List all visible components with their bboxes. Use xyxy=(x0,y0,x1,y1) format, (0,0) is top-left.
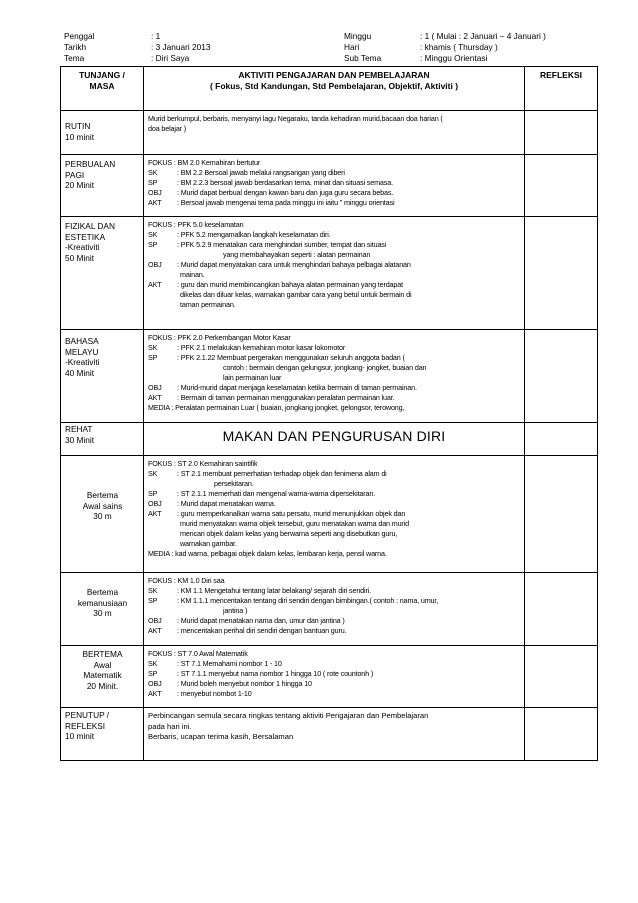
row-content-kemanusiaan xyxy=(144,573,525,646)
header-value: : 1 xyxy=(151,31,161,41)
table-row-perbualan xyxy=(61,155,598,217)
akt-line xyxy=(148,689,521,699)
value: : ST 7.1 Memahami nombor 1 - 10 xyxy=(177,659,282,668)
sp-line xyxy=(148,178,521,188)
table-row-rehat xyxy=(61,423,598,456)
akt-line xyxy=(148,509,521,519)
media-line: MEDIA : kad warna, pelbagai objek dalam kelas, lembaran kerja, pensil warna. xyxy=(148,549,387,558)
sk-line xyxy=(148,659,521,669)
reflection-cell xyxy=(525,155,598,217)
label-line: 40 Minit xyxy=(65,367,95,378)
label-line: RUTIN xyxy=(65,121,91,131)
akt-line xyxy=(148,280,521,290)
row-content-fizikal xyxy=(144,217,525,330)
label-line: ESTETIKA xyxy=(65,231,106,242)
header-label: Tarikh xyxy=(64,42,87,52)
reflection-cell xyxy=(525,423,598,456)
header-text: ( Fokus, Std Kandungan, Std Pembelajaran, Objektif, Aktiviti ) xyxy=(209,81,459,91)
sk-line xyxy=(148,586,521,596)
label-line: -Kreativiti xyxy=(65,242,100,253)
row-content-sains xyxy=(144,456,525,573)
akt-continuation: warnakan gambar. xyxy=(180,539,237,548)
label-line: 30 m xyxy=(93,608,112,619)
row-label-fizikal xyxy=(61,217,144,330)
row-label-rutin xyxy=(61,111,144,155)
value: : Murid dapat menatakan nama dan, umur dan jantina ) xyxy=(177,616,345,625)
obj-line xyxy=(148,188,521,198)
label-line: 30 Minit xyxy=(65,434,95,445)
column-header-refleksi xyxy=(525,67,598,111)
sk-line xyxy=(148,343,521,353)
sp-continuation: lain permainan luar xyxy=(223,373,282,382)
akt-continuation: dikelas dan diluar kelas, warnakan gambar cara yang betul untuk bermain di xyxy=(180,290,412,299)
value: : KM 1.1.1 menceritakan tentang diri sendiri dengan bimbingan.( contoh : nama, umur, xyxy=(177,596,439,605)
content-line: Murid berkumpul, berbaris, menyanyi lagu Negaraku, tanda kehadiran murid,bacaan doa harian ( xyxy=(148,114,443,123)
key: AKT xyxy=(148,280,162,289)
value: : Bersoal jawab mengenai tema pada minggu ini iaitu " minggu orientasi xyxy=(177,198,395,207)
obj-line xyxy=(148,383,521,393)
media-line: MEDIA : Peralatan permainan Luar ( buaian, jongkang jongket, gelongsor, terowong, xyxy=(148,403,405,412)
label-line: PAGI xyxy=(65,169,85,180)
table-header-row xyxy=(61,67,598,111)
akt-continuation: taman permainan. xyxy=(180,300,236,309)
value: : ST 2.1.1 memerhati dan mengenal warna-warna dipersekitaran. xyxy=(177,489,376,498)
content-line: Perbincangan semula secara ringkas tentang aktiviti Pengajaran dan Pembelajaran xyxy=(148,711,429,720)
label-line: Bertema xyxy=(86,490,119,500)
table-row-sains xyxy=(61,456,598,573)
row-label-matematik xyxy=(61,646,144,708)
header-row-tarikh xyxy=(64,42,594,53)
sp-continuation: yang membahayakan seperti : alatan permainan xyxy=(223,250,371,259)
label-line: kemanusiaan xyxy=(77,597,128,608)
key: AKT xyxy=(148,626,162,635)
key: SP xyxy=(148,353,158,362)
column-header-aktiviti xyxy=(144,67,525,111)
header-label: Hari xyxy=(344,42,360,52)
fokus-line: FOKUS : KM 1.0 Diri saa xyxy=(148,576,225,585)
sk-continuation: persekitaran. xyxy=(214,479,254,488)
obj-line xyxy=(148,499,521,509)
label-line: PERBUALAN xyxy=(65,159,116,169)
reflection-cell xyxy=(525,217,598,330)
label-line: -Kreativiti xyxy=(65,357,100,368)
obj-line xyxy=(148,616,521,626)
key: SP xyxy=(148,178,158,187)
header-text: TUNJANG / xyxy=(79,70,125,80)
label-line: 10 minit xyxy=(65,731,95,742)
value: : Murid dapat menatakan warna. xyxy=(177,499,276,508)
key: SP xyxy=(148,240,158,249)
header-label: Sub Tema xyxy=(344,53,382,63)
value: : KM 1.1 Mengetahui tentang latar belakang/ sejarah diri sendiri. xyxy=(177,586,372,595)
obj-line xyxy=(148,260,521,270)
label-line: REHAT xyxy=(65,424,93,434)
reflection-cell xyxy=(525,708,598,761)
table-row-fizikal xyxy=(61,217,598,330)
value: : BM 2.2.3 bersoal jawab berdasarkan tema, minat dan situasi semasa. xyxy=(177,178,393,187)
header-text: MASA xyxy=(89,81,115,91)
sk-line xyxy=(148,230,521,240)
header-text: AKTIVITI PENGAJARAN DAN PEMBELAJARAN xyxy=(238,70,430,80)
header-row-tema xyxy=(64,53,594,64)
label-line: REFLEKSI xyxy=(65,720,106,731)
sp-line xyxy=(148,489,521,499)
key: SP xyxy=(148,596,158,605)
row-label-bahasa xyxy=(61,330,144,423)
sp-line xyxy=(148,353,521,363)
content-line: Berbaris, ucapan terima kasih, Bersalaman xyxy=(148,732,294,741)
row-content-rutin xyxy=(144,111,525,155)
label-line: BAHASA xyxy=(65,336,99,346)
key: SK xyxy=(148,469,158,478)
label-line: Awal xyxy=(93,659,112,670)
label-line: 10 minit xyxy=(65,131,95,142)
fokus-line: FOKUS : PFK 5.0 keselamatan xyxy=(148,220,244,229)
key: AKT xyxy=(148,689,162,698)
akt-line xyxy=(148,393,521,403)
fokus-line: FOKUS : PFK 2.0 Perkembangan Motor Kasar xyxy=(148,333,291,342)
obj-line xyxy=(148,679,521,689)
sk-line xyxy=(148,469,521,479)
sp-continuation: contoh : bermain dengan gelungsur, jongkang- jongket, buaian dan xyxy=(223,363,427,372)
reflection-cell xyxy=(525,646,598,708)
value: : Murid dapat menyatakan cara untuk menghindari bahaya pelbagai alatanan xyxy=(177,260,411,269)
value: : BM 2.2 Bersoal jawab melalui rangsangan yang diberi xyxy=(177,168,345,177)
key: SK xyxy=(148,230,158,239)
row-content-penutup xyxy=(144,708,525,761)
value: : PFK 2.1 melakukan kemahiran motor kasar lokomotor xyxy=(177,343,346,352)
sp-line xyxy=(148,240,521,250)
value: : guru dan murid membincangkan bahaya alatan permainan yang terdapat xyxy=(177,280,403,289)
value: : Bermain di taman permainan menggunakan peralatan permainan luar. xyxy=(177,393,395,402)
header-value: : 3 Januari 2013 xyxy=(151,42,211,52)
header-label: Tema xyxy=(64,53,85,63)
obj-continuation: mainan. xyxy=(180,270,205,279)
header-label: Minggu xyxy=(344,31,372,41)
key: SK xyxy=(148,343,158,352)
key: OBJ xyxy=(148,499,162,508)
header-label: Penggal xyxy=(64,31,95,41)
value: : guru memperkanalkan warna satu persatu, murid menunjukkan objek dan xyxy=(177,509,406,518)
header-value: : Diri Saya xyxy=(151,53,190,63)
table-row-matematik xyxy=(61,646,598,708)
label-line: Bertema xyxy=(86,587,119,597)
sp-line xyxy=(148,596,521,606)
value: : Murid-murid dapat menjaga keselamatan ketika bermain di taman permainan. xyxy=(177,383,417,392)
key: OBJ xyxy=(148,616,162,625)
key: AKT xyxy=(148,393,162,402)
akt-continuation: murid menyatakan warna objek tersebut, guru menatakan warna dan murid xyxy=(180,519,409,528)
value: : menyebut nombot 1-10 xyxy=(177,689,252,698)
key: SK xyxy=(148,659,158,668)
lesson-plan-table xyxy=(60,66,598,761)
value: : Murid dapat berbual dengan kawan baru dan juga guru secara bebas. xyxy=(177,188,394,197)
table-row-bahasa xyxy=(61,330,598,423)
fokus-line: FOKUS : BM 2.0 Kemahiran bertutur xyxy=(148,158,261,167)
fokus-line: FOKUS : ST 2.0 Kemahiran saintifik xyxy=(148,459,258,468)
key: AKT xyxy=(148,198,162,207)
rehat-title: MAKAN DAN PENGURUSAN DIRI xyxy=(144,423,525,456)
key: OBJ xyxy=(148,679,162,688)
sp-continuation: jantina ) xyxy=(223,606,248,615)
value: : PFK 2.1.22 Membuat pergerakan menggunakan seluruh anggota badan ( xyxy=(177,353,405,362)
content-line: pada hari ini. xyxy=(148,721,192,731)
row-content-perbualan xyxy=(144,155,525,217)
key: SP xyxy=(148,489,158,498)
value: : menceritakan perihal diri sendiri dengan bantuan guru. xyxy=(177,626,347,635)
header-value: : Minggu Orientasi xyxy=(420,53,488,63)
label-line: Awal sains xyxy=(82,500,123,511)
value: : ST 7.1.1 menyebut nama nombor 1 hingga 10 ( rote countonh ) xyxy=(177,669,374,678)
sp-line xyxy=(148,669,521,679)
row-label-penutup xyxy=(61,708,144,761)
key: SK xyxy=(148,586,158,595)
header-row-penggal xyxy=(64,31,594,42)
lesson-header xyxy=(64,31,594,64)
label-line: 20 Minit xyxy=(65,180,95,191)
label-line: 30 m xyxy=(93,511,112,522)
header-value: : khamis ( Thursday ) xyxy=(420,42,498,52)
key: AKT xyxy=(148,509,162,518)
reflection-cell xyxy=(525,573,598,646)
value: : ST 2.1 membuat pemerhatian terhadap objek dan fenimena alam di xyxy=(177,469,387,478)
table-row-kemanusiaan xyxy=(61,573,598,646)
reflection-cell xyxy=(525,330,598,423)
key: OBJ xyxy=(148,260,162,269)
row-label-perbualan xyxy=(61,155,144,217)
column-header-tunjang xyxy=(61,67,144,111)
label-line: Matematik xyxy=(83,670,122,681)
key: SK xyxy=(148,168,158,177)
label-line: BERTEMA xyxy=(82,649,123,659)
row-content-bahasa xyxy=(144,330,525,423)
label-line: 50 Minit xyxy=(65,252,95,263)
label-line: MELAYU xyxy=(65,346,99,357)
fokus-line: FOKUS : ST 7.0 Awal Matematik xyxy=(148,649,248,658)
akt-line xyxy=(148,626,521,636)
content-line: doa belajar ) xyxy=(148,124,187,133)
value: : Murid boleh menyebut nombor 1 hingga 10 xyxy=(177,679,312,688)
row-label-rehat xyxy=(61,423,144,456)
label-line: PENUTUP / xyxy=(65,710,110,720)
table-row-penutup xyxy=(61,708,598,761)
row-label-kemanusiaan xyxy=(61,573,144,646)
table-row-rutin xyxy=(61,111,598,155)
key: SP xyxy=(148,669,158,678)
key: OBJ xyxy=(148,383,162,392)
sk-line xyxy=(148,168,521,178)
label-line: 20 Minit. xyxy=(86,680,119,691)
akt-line xyxy=(148,198,521,208)
header-value: : 1 ( Mulai : 2 Januari – 4 Januari ) xyxy=(420,31,546,41)
akt-continuation: mencari objek dalam kelas yang berwarna seperti ang disebutkan guru, xyxy=(180,529,398,538)
label-line: FIZIKAL DAN xyxy=(65,221,115,231)
key: OBJ xyxy=(148,188,162,197)
reflection-cell xyxy=(525,456,598,573)
value: : PFK 5.2 mengamalkan langkah keselamatan diri. xyxy=(177,230,331,239)
value: : PFK 5.2.9 menatakan cara menghindari sumber, tempat dan situasi xyxy=(177,240,387,249)
row-content-matematik xyxy=(144,646,525,708)
header-text: REFLEKSI xyxy=(539,70,583,80)
row-label-sains xyxy=(61,456,144,573)
reflection-cell xyxy=(525,111,598,155)
